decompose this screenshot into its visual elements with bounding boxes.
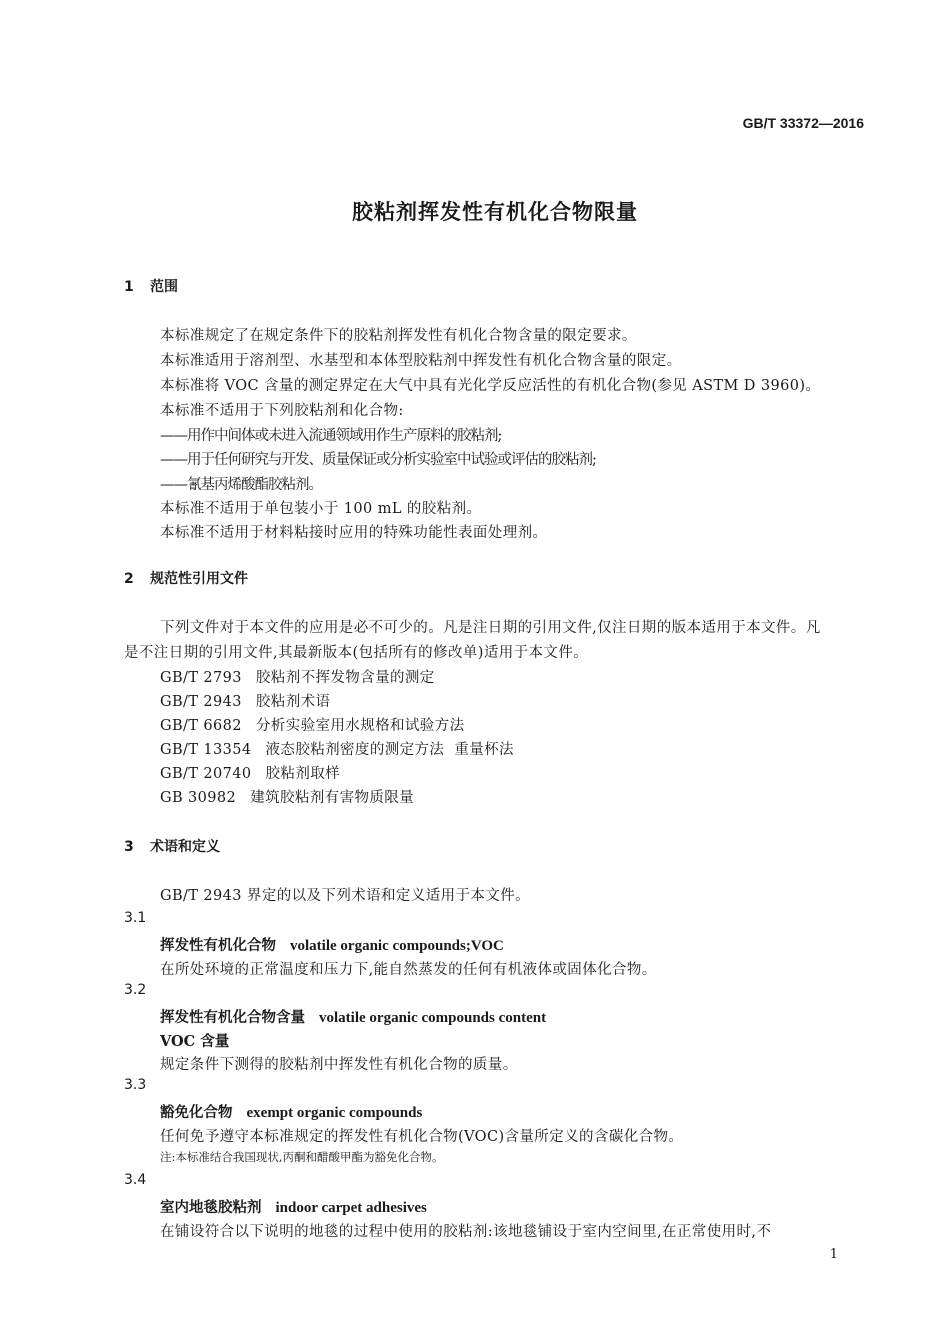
paragraph: 本标准不适用于单包装小于 100 mL 的胶粘剂。 <box>160 501 482 517</box>
section-title: 规范性引用文件 <box>150 571 248 587</box>
reference-title: 胶粘剂不挥发物含量的测定 <box>255 670 435 686</box>
note: 注:本标准结合我国现状,丙酮和醋酸甲酯为豁免化合物。 <box>160 1150 444 1164</box>
term-en: exempt organic compounds <box>246 1105 423 1121</box>
reference-item <box>160 762 340 783</box>
list-item: ——用作中间体或未进入流通领域用作生产原料的胶粘剂; <box>160 428 502 444</box>
section-number: 1 <box>124 279 134 295</box>
term-number: 3.2 <box>124 982 147 998</box>
reference-code: GB/T 20740 <box>160 766 252 782</box>
page-number: 1 <box>829 1247 838 1262</box>
reference-title: 胶粘剂取样 <box>265 766 341 782</box>
page-title: 胶粘剂挥发性有机化合物限量 <box>352 200 638 224</box>
term-number: 3.1 <box>124 910 147 926</box>
term-zh: 室内地毯胶粘剂 <box>160 1199 262 1216</box>
paragraph: GB/T 2943 界定的以及下列术语和定义适用于本文件。 <box>160 888 531 904</box>
term-en: volatile organic compounds;VOC <box>290 938 504 954</box>
paragraph: 本标准规定了在规定条件下的胶粘剂挥发性有机化合物含量的限定要求。 <box>160 328 637 344</box>
reference-title: 建筑胶粘剂有害物质限量 <box>250 790 415 806</box>
reference-code: GB/T 2793 <box>160 670 242 686</box>
reference-title: 分析实验室用水规格和试验方法 <box>255 718 465 734</box>
term-zh: 挥发性有机化合物 <box>160 937 276 954</box>
standard-number: GB/T 33372—2016 <box>742 115 864 131</box>
term-number: 3.3 <box>124 1077 147 1093</box>
reference-item <box>160 786 414 807</box>
term-zh: 挥发性有机化合物含量 <box>160 1009 305 1026</box>
reference-item <box>160 690 330 711</box>
term-definition: 在所处环境的正常温度和压力下,能自然蒸发的任何有机液体或固体化合物。 <box>160 962 657 978</box>
term-heading <box>160 1196 427 1217</box>
term-heading <box>160 934 504 955</box>
term-alt: VOC 含量 <box>160 1033 230 1050</box>
reference-code: GB/T 2943 <box>160 694 242 710</box>
term-en: volatile organic compounds content <box>319 1010 547 1026</box>
reference-code: GB/T 13354 <box>160 742 252 758</box>
paragraph: 本标准不适用于材料粘接时应用的特殊功能性表面处理剂。 <box>160 525 548 541</box>
section-number: 2 <box>124 571 134 587</box>
paragraph: 本标准将 VOC 含量的测定界定在大气中具有光化学反应活性的有机化合物(参见 ASTM D 3960)。 <box>160 378 821 394</box>
reference-title: 胶粘剂术语 <box>255 694 331 710</box>
reference-code: GB/T 6682 <box>160 718 242 734</box>
term-definition: 规定条件下测得的胶粘剂中挥发性有机化合物的质量。 <box>160 1057 518 1073</box>
list-item: ——用于任何研究与开发、质量保证或分析实验室中试验或评估的胶粘剂; <box>160 452 596 468</box>
reference-item <box>160 666 435 687</box>
term-heading <box>160 1101 422 1122</box>
reference-item <box>160 738 514 759</box>
section-3-heading <box>124 836 220 856</box>
paragraph: 本标准适用于溶剂型、水基型和本体型胶粘剂中挥发性有机化合物含量的限定。 <box>160 353 682 369</box>
section-1-heading <box>124 276 178 296</box>
reference-item <box>160 714 465 735</box>
reference-code: GB 30982 <box>160 790 237 806</box>
term-zh: 豁免化合物 <box>160 1104 233 1121</box>
term-definition: 任何免予遵守本标准规定的挥发性有机化合物(VOC)含量所定义的含碳化合物。 <box>160 1129 684 1145</box>
term-number: 3.4 <box>124 1172 147 1188</box>
term-heading <box>160 1006 546 1027</box>
section-title: 范围 <box>150 279 178 295</box>
term-en: indoor carpet adhesives <box>275 1200 427 1216</box>
paragraph: 本标准不适用于下列胶粘剂和化合物: <box>160 403 404 419</box>
section-2-heading <box>124 568 248 588</box>
reference-title: 液态胶粘剂密度的测定方法 重量杯法 <box>265 742 514 758</box>
paragraph: 下列文件对于本文件的应用是必不可少的。凡是注日期的引用文件,仅注日期的版本适用于本文件。凡是不注日期的引用文件,其最新版本(包括所有的修改单)适用于本文件。 <box>124 620 821 661</box>
section-title: 术语和定义 <box>150 839 220 855</box>
term-definition: 在铺设符合以下说明的地毯的过程中使用的胶粘剂:该地毯铺设于室内空间里,在正常使用时,不 <box>160 1224 772 1240</box>
list-item: ——氰基丙烯酸酯胶粘剂。 <box>160 477 322 493</box>
section-number: 3 <box>124 839 134 855</box>
